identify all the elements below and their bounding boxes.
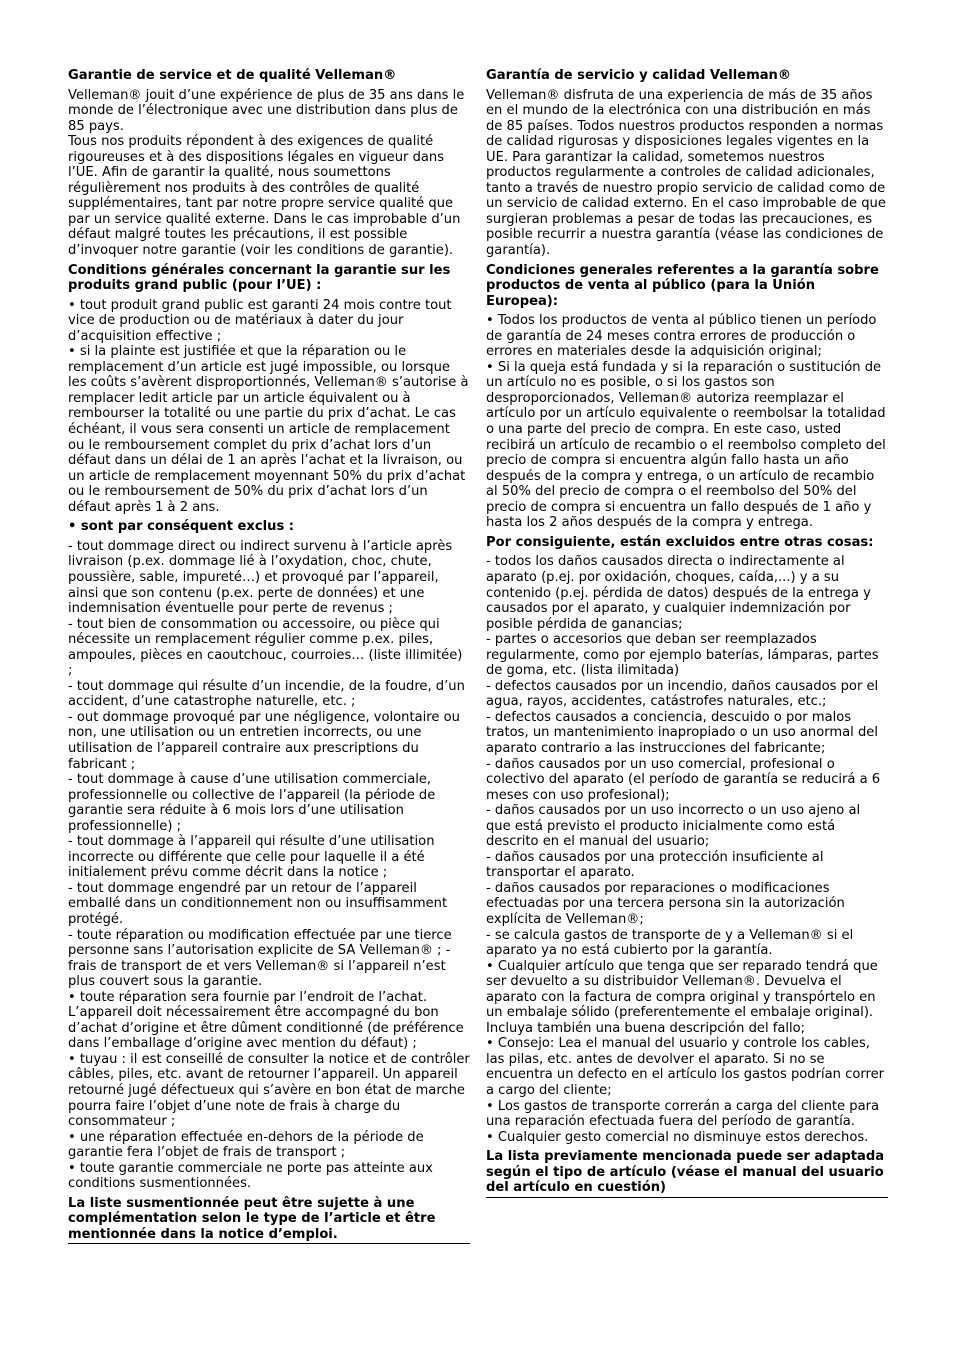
french-excluded-heading: • sont par conséquent exclus : [68,519,295,535]
french-closing-note: La liste susmentionnée peut être sujette à une complémentation selon le type de l’article et être mentionnée dans la notice d’emploi. [68,1196,470,1245]
spanish-conditions-heading: Condiciones generales referentes a la garantía sobre productos de venta al público (para la Unión Europea): [486,262,879,309]
spanish-title: Garantía de servicio y calidad Velleman® [486,68,791,83]
french-excluded-text: - tout dommage direct ou indirect survenu à l’article après livraison (p.ex. dommage lié à l’oxydation, choc, chute, poussière, sable, impureté…) et provoqué par l’appareil, ainsi que son contenu (p.ex. perte de données) et une indemnisation éventuelle pour perte de revenus ; - tout bien de consommation ou accessoire, ou pièce qui nécessite un remplacement régulier comme p.ex. piles, ampoules, pièces en caoutchouc, courroies… (liste illimitée) ; - tout dommage qui résulte d’un incendie, de la foudre, d’un accident, d’une catastrophe naturelle, etc. ; - out dommage provoqué par une négligence, volontaire ou non, une utilisation ou un entretien incorrects, ou une utilisation de l’appareil contraire aux prescriptions du fabricant ; - tout dommage à cause d’une utilisation commerciale, professionnelle ou collective de l’appareil (la période de garantie sera réduite à 6 mois lors d’une utilisation professionnelle) ; - tout dommage à l’appareil qui résulte d’une utilisation incorrecte ou différente que celle pour laquelle il a été initialement prévu comme décrit dans la notice ; - tout dommage engendré par un retour de l’appareil emballé dans un conditionnement non ou insuffisamment protégé. - toute réparation ou modification effectuée par une tierce personne sans l’autorisation explicite de SA Velleman® ; - frais de transport de et vers Velleman® si l’appareil n’est plus couvert sous la garantie. • toute réparation sera fournie par l’endroit de l’achat. L’appareil doit nécessairement être accompagné du bon d’achat d’origine et être dûment conditionné (de préférence dans l’emballage d’origine avec mention du défaut) ; • tuyau : il est conseillé de consulter la notice et de contrôler câbles, piles, etc. avant de retourner l’appareil. Un appareil retourné jugé défectueux qui s’avère en bon état de marche pourra faire l’objet d’une note de frais à charge du consommateur ; • une réparation effectuée en-dehors de la période de garantie fera l’objet de frais de transport ; • toute garantie commerciale ne porte pas atteinte aux conditions susmentionnées. [68,538,470,1192]
spanish-excluded-heading: Por consiguiente, están excluidos entre otras cosas: [486,534,874,550]
french-intro: Velleman® jouit d’une expérience de plus de 35 ans dans le monde de l’électronique avec une distribution dans plus de 85 pays. Tous nos produits répondent à des exigences de qualité rigoureuses et à des dispositions légales en vigueur dans l’UE. Afin de garantir la qualité, nous soumettons régulièrement nos produits à des contrôles de qualité supplémentaires, tant par notre propre service qualité que par un service qualité externe. Dans le cas improbable d’un défaut malgré toutes les précautions, il est possible d’invoquer notre garantie (voir les conditions de garantie). [68,87,465,259]
spanish-conditions-text: • Todos los productos de venta al público tienen un período de garantía de 24 meses contra errores de producción o errores en materiales desde la adquisición original; • Si la queja está fundada y si la reparación o sustitución de un artículo no es posible, o si los gastos son desproporcionados, Velleman® autoriza reemplazar el artículo por un artículo equivalente o reembolsar la totalidad o una parte del precio de compra. En este caso, usted recibirá un artículo de recambio o el reembolso completo del precio de compra si encuentra algún fallo hasta un año después de la compra y entrega, o un artículo de recambio al 50% del precio de compra o el reembolso del 50% del precio de compra si encuentra un fallo después de 1 año y hasta los 2 años después de la compra y entrega. [486,313,886,531]
french-conditions-text: • tout produit grand public est garanti 24 mois contre tout vice de production ou de matériaux à dater du jour d’acquisition effective ; • si la plainte est justifiée et que la réparation ou le remplacement d’un article est jugé impossible, ou lorsque les coûts s’avèrent disproportionnés, Velleman® s’autorise à remplacer ledit article par un article équivalent ou à rembourser la totalité ou une partie du prix d’achat. Le cas échéant, il vous sera consenti un article de remplacement ou le remboursement complet du prix d’achat lors d’un défaut dans un délai de 1 an après l’achat et la livraison, ou un article de remplacement moyennant 50% du prix d’achat ou le remboursement de 50% du prix d’achat lors d’un défaut après 1 à 2 ans. [68,297,469,515]
french-conditions-heading: Conditions générales concernant la garantie sur les produits grand public (pour l’UE) : [68,262,451,294]
french-title: Garantie de service et de qualité Velleman® [68,68,397,83]
spanish-warranty-column [486,68,888,1198]
spanish-closing-note: La lista previamente mencionada puede ser adaptada según el tipo de artículo (véase el manual del usuario del artículo en cuestión) [486,1149,888,1198]
spanish-excluded-text: - todos los daños causados directa o indirectamente al aparato (p.ej. por oxidación, choques, caída,...) y a su contenido (p.ej. pérdida de datos) después de la entrega y causados por el aparato, y cualquier indemnización por posible pérdida de ganancias; - partes o accesorios que deban ser reemplazados regularmente, como por ejemplo baterías, lámparas, partes de goma, etc. (lista ilimitada) - defectos causados por un incendio, daños causados por el agua, rayos, accidentes, catástrofes naturales, etc.; - defectos causados a conciencia, descuido o por malos tratos, un mantenimiento inapropiado o un uso anormal del aparato contrario a las instrucciones del fabricante; - daños causados por un uso comercial, profesional o colectivo del aparato (el período de garantía se reducirá a 6 meses con uso profesional); - daños causados por un uso incorrecto o un uso ajeno al que está previsto el producto inicialmente como está descrito en el manual del usuario; - daños causados por una protección insuficiente al transportar el aparato. - daños causados por reparaciones o modificaciones efectuadas por una tercera persona sin la autorización explícita de Velleman®; - se calcula gastos de transporte de y a Velleman® si el aparato ya no está cubierto por la garantía. • Cualquier artículo que tenga que ser reparado tendrá que ser devuelto a su distribuidor Velleman®. Devuelva el aparato con la factura de compra original y transpórtelo en un embalaje sólido (preferentemente el embalaje original). Incluya también una buena descripción del fallo; • Consejo: Lea el manual del usuario y controle los cables, las pilas, etc. antes de devolver el aparato. Si no se encuentra un defecto en el artículo los gastos podrían correr a cargo del cliente; • Los gastos de transporte correrán a carga del cliente para una reparación efectuada fuera del período de garantía. • Cualquier gesto comercial no disminuye estos derechos. [486,554,885,1145]
french-warranty-column [68,68,470,1244]
spanish-intro: Velleman® disfruta de una experiencia de más de 35 años en el mundo de la electrónica con una distribución en más de 85 países. Todos nuestros productos responden a normas de calidad rigurosas y disposiciones legales vigentes en la UE. Para garantizar la calidad, sometemos nuestros productos regularmente a controles de calidad adicionales, tanto a través de nuestro propio servicio de calidad como de un servicio de calidad externo. En el caso improbable de que surgieran problemas a pesar de todas las precauciones, es posible recurrir a nuestra garantía (véase las condiciones de garantía). [486,87,886,259]
